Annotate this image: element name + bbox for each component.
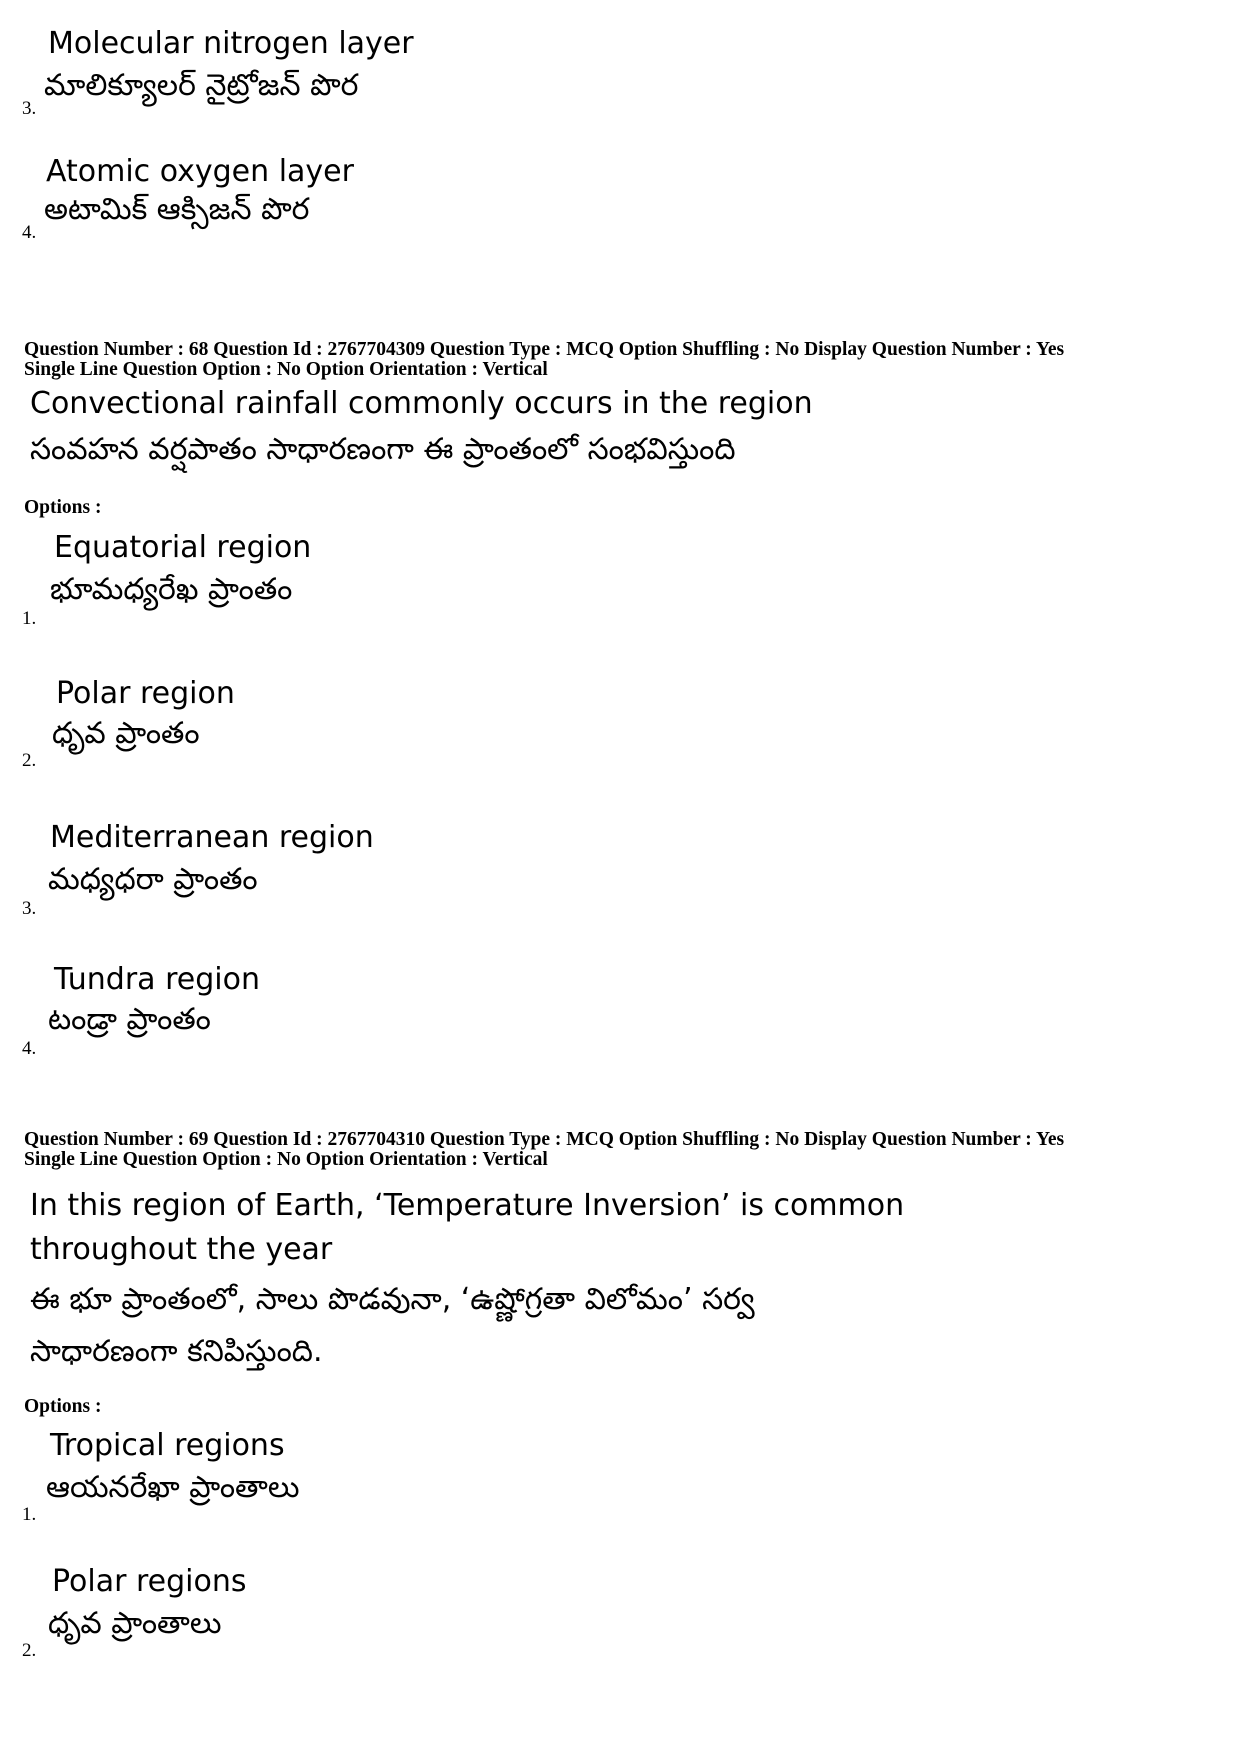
options-label: Options :	[24, 497, 102, 518]
option-telugu: భూమధ్యరేఖ ప్రాంతం	[50, 572, 293, 607]
option-telugu: అటామిక్ ఆక్సిజన్ పొర	[44, 192, 310, 227]
option-english: Polar regions	[52, 1564, 247, 1599]
option-telugu: మాలిక్యూలర్ నైట్రోజన్ పొర	[44, 68, 359, 103]
option-number: 4.	[22, 222, 37, 243]
option-english: Molecular nitrogen layer	[48, 26, 414, 61]
question-meta-line: Question Number : 68 Question Id : 2767704309 Question Type : MCQ Option Shuffling : No Display Question Number : Yes	[24, 339, 1065, 360]
options-label: Options :	[24, 1396, 102, 1417]
option-telugu: మధ్యధరా ప్రాంతం	[48, 862, 258, 897]
option-number: 1.	[22, 608, 37, 629]
question-meta	[24, 340, 1064, 380]
option-english: Polar region	[56, 676, 235, 711]
question-text-english: In this region of Earth, ‘Temperature Inversion’ is common	[30, 1188, 905, 1223]
option-number: 1.	[22, 1504, 37, 1525]
option-number: 4.	[22, 1038, 37, 1059]
question-meta-line: Single Line Question Option : No Option Orientation : Vertical	[24, 359, 548, 380]
option-english: Tundra region	[54, 962, 260, 997]
option-number: 2.	[22, 1640, 37, 1661]
option-telugu: టండ్రా ప్రాంతం	[48, 1002, 211, 1037]
option-number: 3.	[22, 98, 37, 119]
option-english: Equatorial region	[54, 530, 312, 565]
option-number: 3.	[22, 898, 37, 919]
option-telugu: ధృవ ప్రాంతాలు	[48, 1606, 222, 1641]
option-english: Tropical regions	[50, 1428, 285, 1463]
question-meta-line: Question Number : 69 Question Id : 2767704310 Question Type : MCQ Option Shuffling : No Display Question Number : Yes	[24, 1129, 1065, 1150]
question-text-telugu: సాధారణంగా కనిపిస్తుంది.	[30, 1334, 323, 1369]
question-text-telugu: సంవహన వర్షపాతం సాధారణంగా ఈ ప్రాంతంలో సంభవిస్తుంది	[30, 432, 736, 467]
question-text-english: throughout the year	[30, 1232, 333, 1267]
option-number: 2.	[22, 750, 37, 771]
option-english: Atomic oxygen layer	[46, 154, 354, 189]
question-text-telugu: ఈ భూ ప్రాంతంలో, సాలు పొడవునా, ‘ఉష్ణోగ్రతా విలోమం’ సర్వ	[30, 1282, 755, 1317]
question-meta-line: Single Line Question Option : No Option Orientation : Vertical	[24, 1149, 548, 1170]
option-telugu: ఆయనరేఖా ప్రాంతాలు	[46, 1470, 300, 1505]
question-meta	[24, 1130, 1064, 1170]
option-english: Mediterranean region	[50, 820, 374, 855]
option-telugu: ధృవ ప్రాంతం	[52, 716, 200, 751]
question-text-english: Convectional rainfall commonly occurs in the region	[30, 386, 813, 421]
